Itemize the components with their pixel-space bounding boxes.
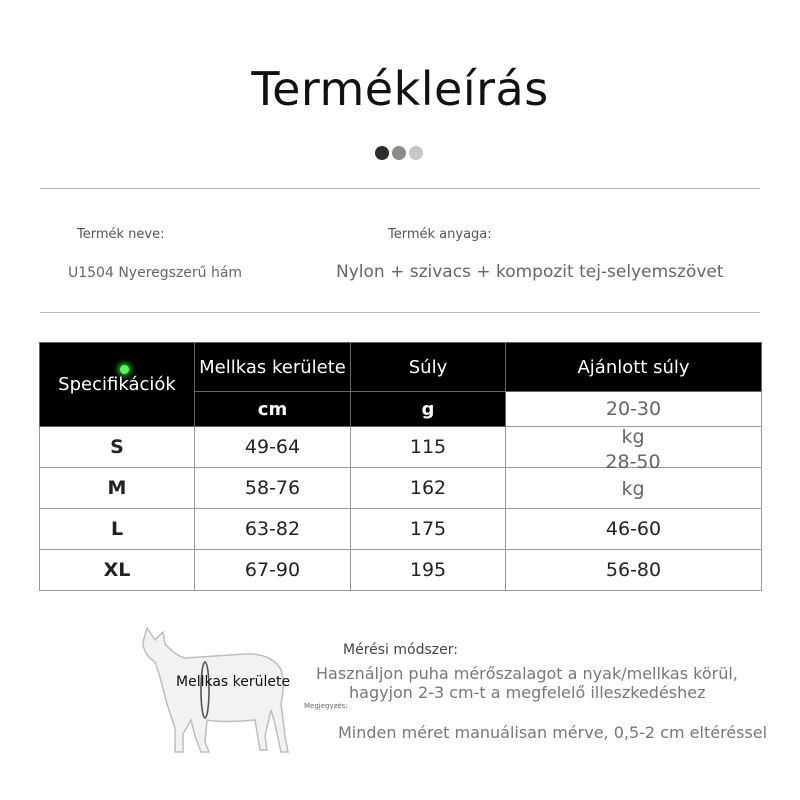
note-label: Megjegyzés:	[304, 702, 348, 710]
size-cell: XL	[40, 550, 195, 591]
table-row	[40, 550, 762, 591]
divider-bottom	[40, 312, 760, 313]
table-row	[40, 509, 762, 550]
unit-cm: cm	[195, 392, 351, 427]
overlay-kg-2: kg	[621, 478, 645, 500]
spec-header	[40, 343, 195, 427]
spec-header-label: Specifikációk	[58, 374, 176, 395]
chest-cell: 49-64	[195, 427, 351, 468]
product-material-label: Termék anyaga:	[388, 227, 492, 242]
size-cell: L	[40, 509, 195, 550]
unit-g: g	[351, 392, 506, 427]
size-cell: S	[40, 427, 195, 468]
recommended-cell: 56-80	[506, 550, 762, 591]
method-line-1: Használjon puha mérőszalagot a nyak/mellkas körül,	[316, 664, 738, 683]
green-dot-icon	[120, 365, 129, 374]
weight-cell: 175	[351, 509, 506, 550]
product-name-value: U1504 Nyeregszerű hám	[68, 265, 243, 281]
dot-dark[interactable]	[375, 146, 389, 160]
product-material-value: Nylon + szivacs + kompozit tej-selyemszövet	[336, 262, 724, 282]
recommended-cell: 46-60	[506, 509, 762, 550]
dog-chest-label: Mellkas kerülete	[176, 674, 291, 690]
header-recommended: Ajánlott súly	[506, 343, 762, 392]
divider-top	[40, 188, 760, 189]
dog-silhouette-icon	[135, 624, 295, 759]
page-title: Termékleírás	[251, 62, 549, 116]
method-line-2: hagyjon 2-3 cm-t a megfelelő illeszkedéshez	[349, 683, 706, 702]
weight-cell: 115	[351, 427, 506, 468]
dot-mid[interactable]	[392, 146, 406, 160]
chest-cell: 58-76	[195, 468, 351, 509]
weight-cell: 162	[351, 468, 506, 509]
overlay-range-2: 28-50	[605, 451, 661, 473]
chest-cell: 67-90	[195, 550, 351, 591]
unit-recommended: 20-30	[506, 392, 762, 427]
chest-cell: 63-82	[195, 509, 351, 550]
carousel-dots	[375, 146, 423, 160]
weight-cell: 195	[351, 550, 506, 591]
dot-light[interactable]	[409, 146, 423, 160]
product-name-label: Termék neve:	[77, 227, 165, 242]
overlay-kg-1: kg	[621, 426, 645, 448]
method-title: Mérési módszer:	[343, 642, 458, 658]
note-text: Minden méret manuálisan mérve, 0,5-2 cm eltéréssel	[338, 723, 768, 742]
header-chest: Mellkas kerülete	[195, 343, 351, 392]
header-weight: Súly	[351, 343, 506, 392]
size-cell: M	[40, 468, 195, 509]
